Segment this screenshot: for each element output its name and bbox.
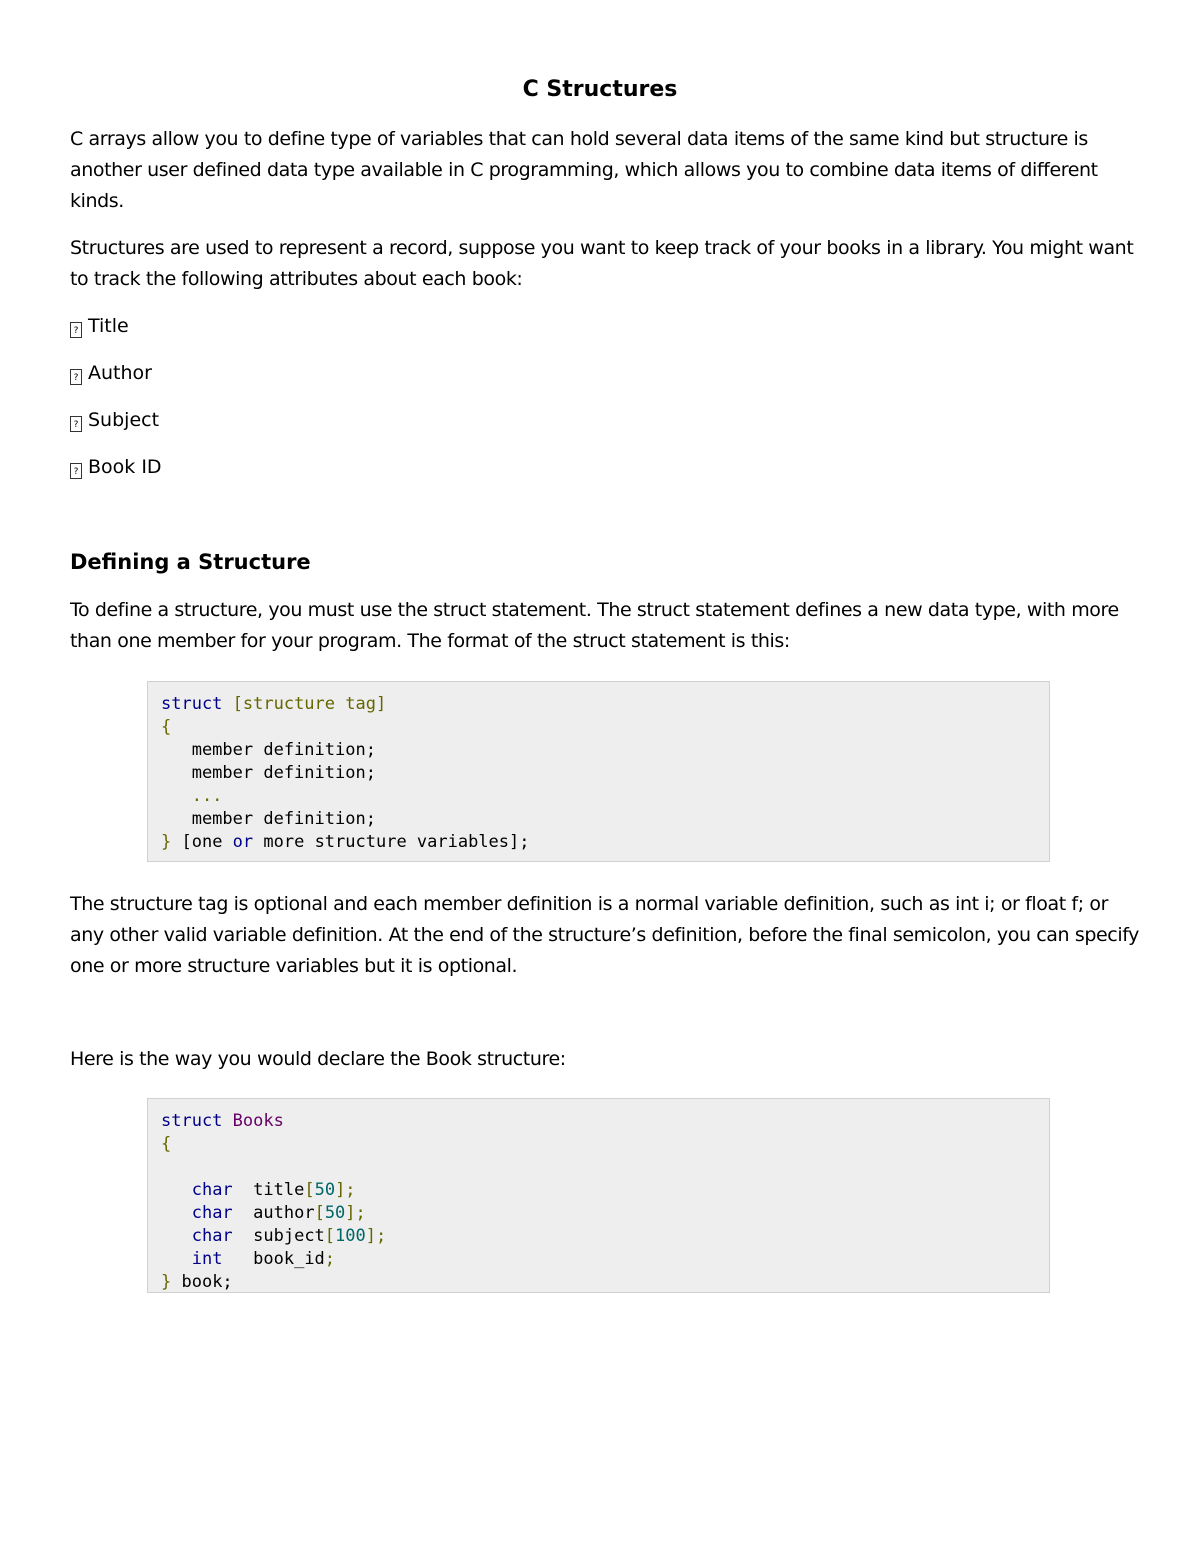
list-item-label: Author	[88, 362, 152, 384]
missing-glyph-icon: ?	[70, 416, 82, 432]
missing-glyph-icon: ?	[70, 322, 82, 338]
missing-glyph-icon: ?	[70, 369, 82, 385]
list-item-book-id	[70, 453, 162, 481]
list-item-label: Title	[88, 315, 129, 337]
list-item-author	[70, 359, 152, 387]
intro-paragraph-1: C arrays allow you to define type of variables that can hold several data items of the same kind but structure is another user defined data type available in C programming, which allows you to combine data items of different kinds.	[70, 128, 1098, 212]
missing-glyph-icon: ?	[70, 463, 82, 479]
list-item-title	[70, 312, 129, 340]
section-paragraph-3: Here is the way you would declare the Book structure:	[70, 1048, 566, 1070]
code-block-struct-format: struct [structure tag] { member definition; member definition; ... member definition; } [one or more structure variables];	[147, 681, 1050, 862]
intro-paragraph-2: Structures are used to represent a record, suppose you want to keep track of your books in a library. You might want to track the following attributes about each book:	[70, 237, 1134, 290]
section-heading: Defining a Structure	[70, 550, 311, 574]
list-item-label: Subject	[88, 409, 160, 431]
section-paragraph-2: The structure tag is optional and each member definition is a normal variable definition, such as int i; or float f; or any other valid variable definition. At the end of the structure’s definition, before the final semicolon, you can specify one or more structure variables but it is optional.	[70, 893, 1140, 977]
section-paragraph-1: To define a structure, you must use the struct statement. The struct statement defines a new data type, with more than one member for your program. The format of the struct statement is this:	[70, 599, 1119, 652]
code-block-books-struct: struct Books { char title[50]; char author[50]; char subject[100]; int book_id; } book;	[147, 1098, 1050, 1293]
list-item-subject	[70, 406, 159, 434]
list-item-label: Book ID	[88, 456, 162, 478]
page-title: C Structures	[522, 77, 678, 102]
